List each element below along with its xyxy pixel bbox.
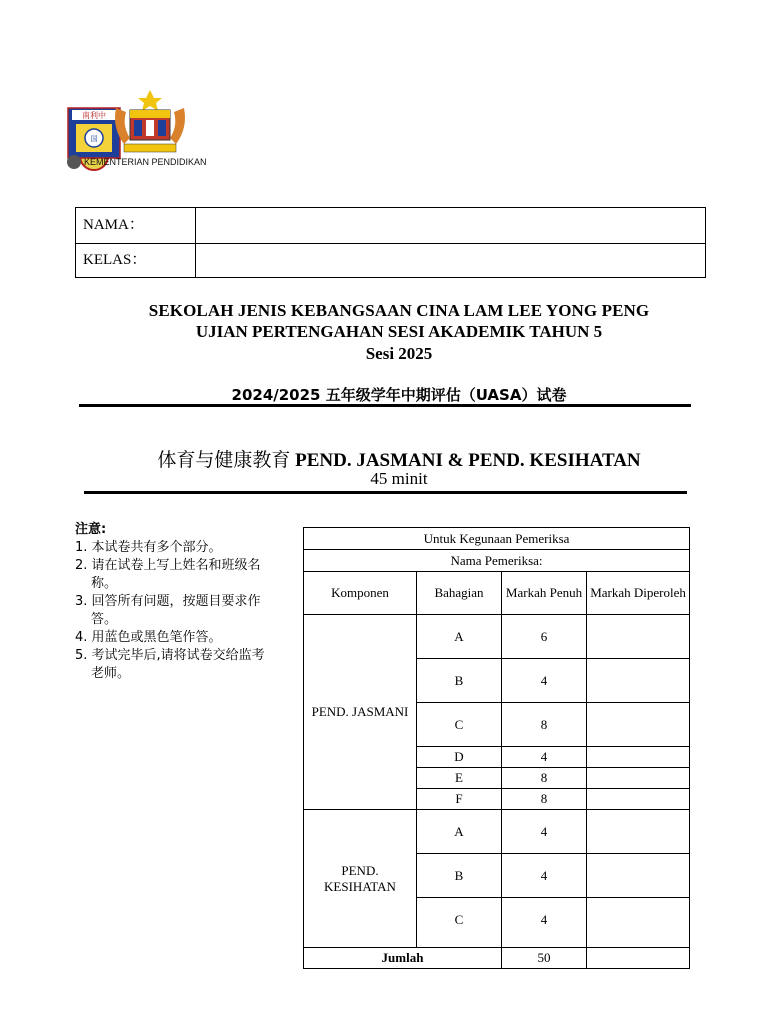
component-name: PEND. KESIHATAN: [304, 810, 417, 948]
malaysia-crest-logo: [110, 88, 190, 160]
header-section: Bahagian: [417, 572, 502, 615]
obtained-marks-cell[interactable]: [587, 898, 690, 948]
full-marks-cell: 4: [502, 854, 587, 898]
obtained-marks-cell[interactable]: [587, 789, 690, 810]
section-cell: F: [417, 789, 502, 810]
full-marks-cell: 8: [502, 768, 587, 789]
full-marks-cell: 4: [502, 810, 587, 854]
ministry-text: KEMENTERIAN PENDIDIKAN: [84, 157, 207, 167]
header-marks-obtained: Markah Diperoleh: [587, 572, 690, 615]
chinese-exam-title: 2024/2025 五年级学年中期评估（UASA）试卷: [231, 386, 567, 404]
total-full-marks: 50: [502, 948, 587, 969]
obtained-marks-cell[interactable]: [587, 810, 690, 854]
marking-table: [303, 527, 690, 969]
component-name: PEND. JASMANI: [304, 615, 417, 810]
subject-malay: PEND. JASMANI & PEND. KESIHATAN: [295, 450, 641, 471]
instructions: [75, 521, 275, 683]
obtained-marks-cell[interactable]: [587, 703, 690, 747]
instruction-item: 2. 请在试卷上写上姓名和班级名称。: [75, 558, 261, 591]
svg-text:国: 国: [90, 135, 98, 143]
obtained-marks-cell[interactable]: [587, 854, 690, 898]
exam-title: UJIAN PERTENGAHAN SESI AKADEMIK TAHUN 5: [195, 322, 603, 341]
obtained-marks-cell[interactable]: [587, 615, 690, 659]
header-component: Komponen: [304, 572, 417, 615]
section-cell: A: [417, 615, 502, 659]
subject-chinese: 体育与健康教育: [157, 449, 291, 471]
divider: [84, 491, 687, 494]
table-title: Untuk Kegunaan Pemeriksa: [304, 528, 690, 550]
instruction-item: 1. 本试卷共有多个部分。: [75, 540, 222, 555]
full-marks-cell: 4: [502, 898, 587, 948]
svg-text:南利中: 南利中: [82, 111, 106, 120]
instruction-item: 5. 考试完毕后,请将试卷交给监考老师。: [75, 648, 265, 681]
full-marks-cell: 4: [502, 747, 587, 768]
section-cell: E: [417, 768, 502, 789]
obtained-marks-cell[interactable]: [587, 659, 690, 703]
student-info-box: [75, 207, 706, 278]
total-label: Jumlah: [304, 948, 502, 969]
section-cell: B: [417, 659, 502, 703]
subject-title: [0, 445, 768, 472]
full-marks-cell: 8: [502, 789, 587, 810]
duration: 45 minit: [370, 469, 428, 488]
session-title: Sesi 2025: [365, 344, 433, 363]
instructions-title: 注意:: [75, 522, 107, 537]
section-cell: B: [417, 854, 502, 898]
section-cell: C: [417, 898, 502, 948]
full-marks-cell: 6: [502, 615, 587, 659]
class-label: KELAS：: [76, 243, 196, 278]
section-cell: C: [417, 703, 502, 747]
header-full-marks: Markah Penuh: [502, 572, 587, 615]
section-cell: D: [417, 747, 502, 768]
full-marks-cell: 8: [502, 703, 587, 747]
class-row: [76, 243, 705, 278]
school-title: SEKOLAH JENIS KEBANGSAAN CINA LAM LEE YONG PENG: [148, 301, 650, 320]
obtained-marks-cell[interactable]: [587, 747, 690, 768]
examiner-name-label: Nama Pemeriksa:: [304, 550, 690, 572]
section-cell: A: [417, 810, 502, 854]
total-obtained-marks[interactable]: [587, 948, 690, 969]
instruction-item: 4. 用蓝色或黑色笔作答。: [75, 630, 222, 645]
name-label: NAMA：: [76, 208, 196, 243]
full-marks-cell: 4: [502, 659, 587, 703]
obtained-marks-cell[interactable]: [587, 768, 690, 789]
divider: [79, 404, 691, 407]
name-row: [76, 208, 705, 244]
instruction-item: 3. 回答所有问题，按题目要求作答。: [75, 594, 261, 627]
